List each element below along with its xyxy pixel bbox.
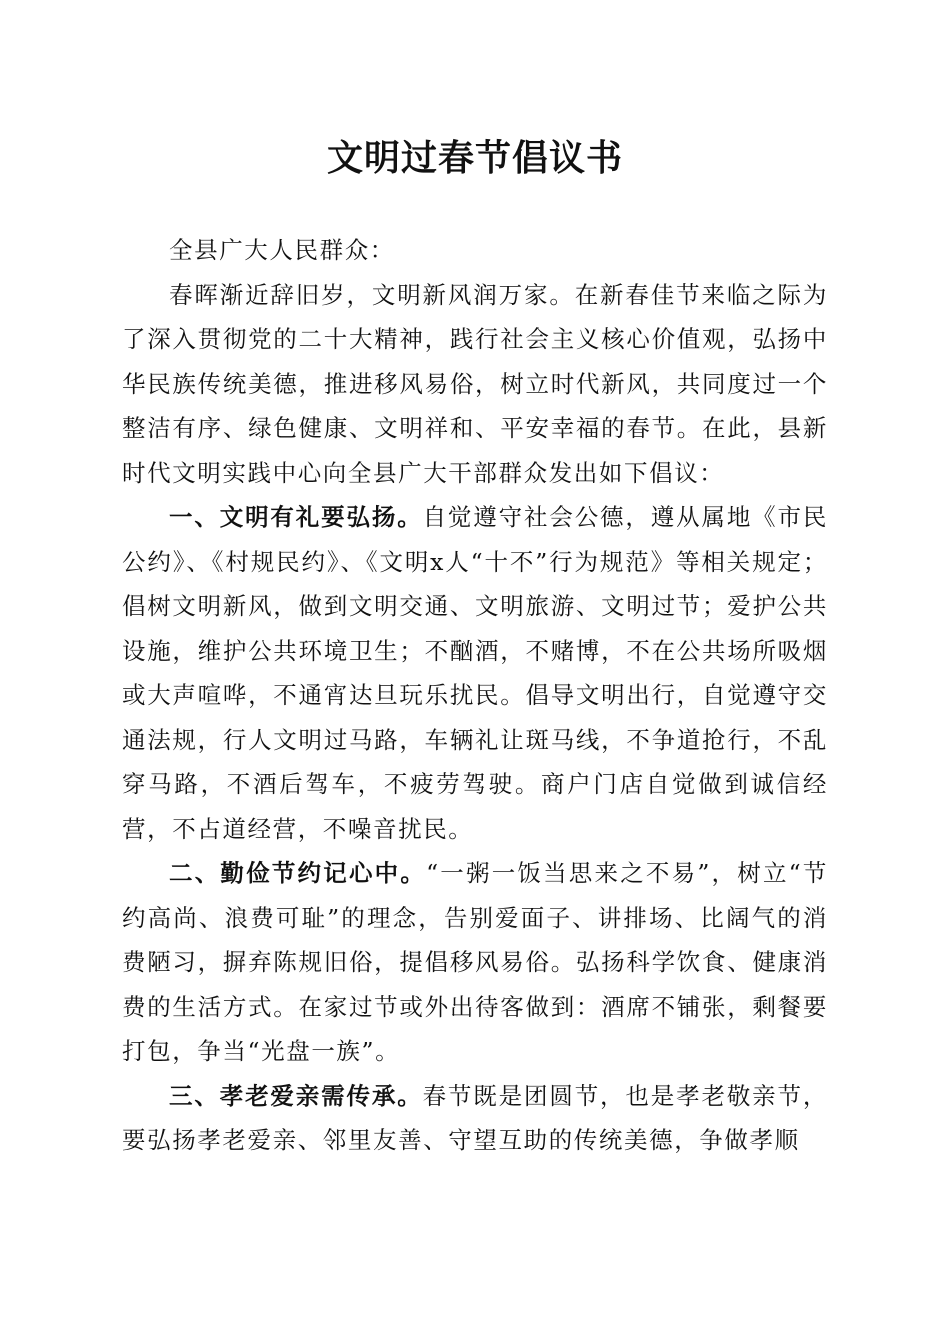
document-body [122,228,828,1163]
section-2-text: “一粥一饭当思来之不易”，树立“节约高尚、浪费可耻”的理念，告别爱面子、讲排场、比阔气的消费陋习，摒弃陈规旧俗，提倡移风易俗。弘扬科学饮食、健康消费的生活方式。在家过节或外出待客做到：酒席不铺张，剩餐要打包，争当“光盘一族”。 [122,859,828,1065]
section-1-text: 自觉遵守社会公德，遵从属地《市民公约》、《村规民约》、《文明x人“十不”行为规范》等相关规定；倡树文明新风，做到文明交通、文明旅游、文明过节；爱护公共设施，维护公共环境卫生；不酗酒，不赌博，不在公共场所吸烟或大声喧哗，不通宵达旦玩乐扰民。倡导文明出行，自觉遵守交通法规，行人文明过马路，车辆礼让斑马线，不争道抢行，不乱穿马路，不酒后驾车，不疲劳驾驶。商户门店自觉做到诚信经营，不占道经营，不噪音扰民。 [122,503,828,843]
section-1-paragraph [122,495,828,851]
document-title: 文明过春节倡议书 [326,137,623,179]
intro-paragraph: 春晖渐近辞旧岁，文明新风润万家。在新春佳节来临之际为了深入贯彻党的二十大精神，践行社会主义核心价值观，弘扬中华民族传统美德，推进移风易俗，树立时代新风，共同度过一个整洁有序、绿色健康、文明祥和、平安幸福的春节。在此，县新时代文明实践中心向全县广大干部群众发出如下倡议： [122,280,828,487]
salutation: 全县广大人民群众： [169,236,395,264]
section-3-heading: 三、孝老爱亲需传承。 [169,1081,423,1110]
section-2-heading: 二、勤俭节约记心中。 [169,859,427,887]
section-2-paragraph [122,851,828,1074]
section-3-paragraph [122,1074,828,1163]
section-1-heading: 一、文明有礼要弘扬。 [169,503,423,531]
section-3-text: 春节既是团圆节，也是孝老敬亲节，要弘扬孝老爱亲、邻里友善、守望互助的传统美德，争做孝顺 [122,1081,828,1154]
